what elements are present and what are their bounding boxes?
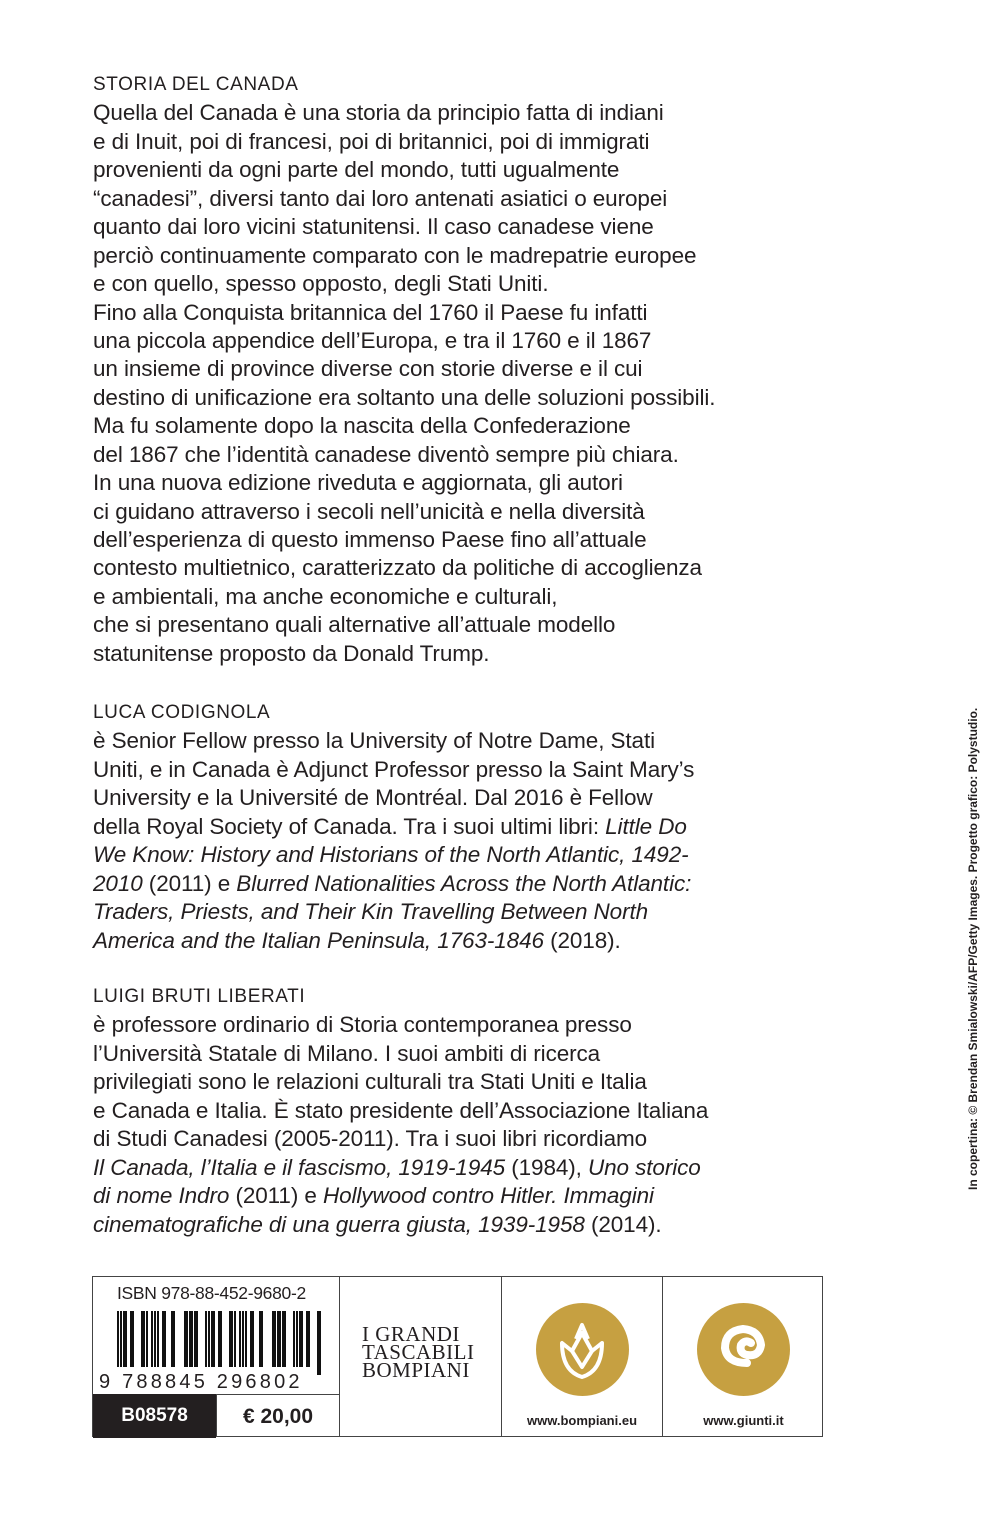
italic-title: cinematografiche di una guerra giusta, 1939-1958: [93, 1211, 585, 1237]
text-line: [93, 611, 853, 639]
section-luigi-bruti-liberati: [93, 983, 853, 1239]
text-line: [93, 756, 853, 784]
text-line: [93, 1011, 853, 1039]
text-line: [93, 469, 853, 497]
giunti-panel: [662, 1277, 824, 1436]
series-line: I GRANDI: [362, 1322, 460, 1346]
cover-credit: In copertina: © Brendan Smialowski/AFP/Getty Images. Progetto grafico: Polystudio.: [966, 707, 980, 1190]
italic-title: Little Do: [605, 813, 687, 839]
text-line: [93, 784, 853, 812]
text-line: [93, 99, 853, 127]
section-heading: LUIGI BRUTI LIBERATI: [93, 986, 306, 1007]
bompiani-panel: [501, 1277, 662, 1436]
text-line: [93, 583, 853, 611]
section-heading: LUCA CODIGNOLA: [93, 702, 271, 723]
text-segment: è Senior Fellow presso la University of Notre Dame, Stati: [93, 728, 656, 754]
text-segment: (2011) e: [229, 1183, 323, 1209]
barcode-icon: [111, 1311, 323, 1375]
italic-title: Traders, Priests, and Their Kin Travelling Between North: [93, 899, 649, 925]
barcode-bar: [171, 1311, 175, 1367]
barcode-bar: [162, 1311, 166, 1367]
barcode-bar: [245, 1311, 247, 1367]
text-segment: quanto dai loro vicini statunitensi. Il caso canadese viene: [93, 214, 654, 240]
series-line: TASCABILI: [362, 1340, 475, 1364]
italic-title: Il Canada, l’Italia e il fascismo, 1919-1945: [93, 1154, 506, 1180]
barcode-bar: [259, 1311, 263, 1367]
text-line: [93, 1182, 853, 1210]
imprint-box: [92, 1276, 823, 1437]
italic-title: America and the Italian Peninsula, 1763-1846: [93, 927, 544, 953]
text-line: [93, 813, 853, 841]
barcode-bar: [211, 1311, 215, 1367]
text-segment: e ambientali, ma anche economiche e culturali,: [93, 583, 558, 609]
barcode-bar: [317, 1311, 321, 1375]
text-line: [93, 384, 853, 412]
barcode-bar: [282, 1311, 286, 1367]
text-segment: dell’esperienza di questo immenso Paese fino all’attuale: [93, 527, 647, 552]
text-segment: University e la Université de Montréal. Dal 2016 è Fellow: [93, 785, 653, 811]
barcode-bar: [299, 1311, 303, 1367]
series-panel: [339, 1277, 501, 1436]
text-segment: (1984),: [505, 1154, 588, 1180]
section-heading: STORIA DEL CANADA: [93, 74, 299, 95]
barcode-bar: [117, 1311, 119, 1367]
text-segment: ci guidano attraverso i secoli nell’unicità e nella diversità: [93, 498, 645, 524]
italic-title: di nome Indro: [93, 1183, 230, 1209]
text-segment: privilegiati sono le relazioni culturali tra Stati Uniti e Italia: [93, 1069, 647, 1095]
section-luca-codignola: [93, 699, 853, 955]
barcode-bar: [120, 1311, 122, 1367]
text-line: [93, 299, 853, 327]
text-line: [93, 526, 853, 554]
text-segment: Fino alla Conquista britannica del 1760 il Paese fu infatti: [93, 299, 648, 325]
text-segment: provenienti da ogni parte del mondo, tutti ugualmente: [93, 157, 620, 183]
bompiani-tulip-logo-icon: [536, 1303, 629, 1396]
barcode-bar: [293, 1311, 295, 1367]
text-segment: (2018).: [543, 927, 621, 953]
text-segment: perciò continuamente comparato con le madrepatrie europee: [93, 242, 697, 268]
barcode-bar: [205, 1311, 207, 1367]
barcode-panel: [93, 1277, 339, 1436]
barcode-bar: [296, 1311, 298, 1367]
text-line: [93, 870, 853, 898]
text-line: [93, 156, 853, 184]
barcode-number: 9 788845 296802: [99, 1371, 303, 1393]
italic-title: Blurred Nationalities Across the North Atlantic:: [236, 870, 692, 896]
section-storia-del-canada: [93, 71, 853, 668]
text-segment: della Royal Society of Canada. Tra i suoi ultimi libri:: [93, 813, 606, 839]
text-segment: è professore ordinario di Storia contemporanea presso: [93, 1012, 632, 1038]
barcode-bar: [151, 1311, 153, 1367]
text-segment: (2014).: [584, 1211, 662, 1237]
text-line: [93, 327, 853, 355]
barcode-bar: [306, 1311, 310, 1367]
text-line: [93, 1068, 853, 1096]
barcode-bar: [146, 1311, 148, 1367]
barcode-bar: [218, 1311, 222, 1367]
text-line: [93, 441, 853, 469]
text-segment: destino di unificazione era soltanto una delle soluzioni possibili.: [93, 384, 716, 410]
barcode-bar: [208, 1311, 210, 1367]
barcode-bar: [229, 1311, 233, 1367]
barcode-bar: [141, 1311, 145, 1367]
barcode-bar: [234, 1311, 236, 1367]
isbn-text: ISBN 978-88-452-9680-2: [117, 1283, 306, 1303]
text-segment: Ma fu solamente dopo la nascita della Confederazione: [93, 413, 631, 439]
text-segment: e Canada e Italia. È stato presidente dell’Associazione Italiana: [93, 1097, 709, 1123]
text-segment: “canadesi”, diversi tanto dai loro antenati asiatici o europei: [93, 185, 668, 211]
italic-title: 2010: [93, 870, 143, 896]
barcode-bar: [250, 1311, 254, 1367]
text-segment: del 1867 che l’identità canadese diventò sempre più chiara.: [93, 441, 679, 467]
barcode-bar: [242, 1311, 244, 1367]
text-segment: e con quello, spesso opposto, degli Stati Uniti.: [93, 271, 549, 297]
text-segment: una piccola appendice dell’Europa, e tra il 1760 e il 1867: [93, 327, 652, 353]
text-line: [93, 554, 853, 582]
text-line: [93, 841, 853, 869]
text-segment: l’Università Statale di Milano. I suoi ambiti di ricerca: [93, 1040, 601, 1066]
text-segment: Uniti, e in Canada è Adjunct Professor presso la Saint Mary’s: [93, 756, 695, 782]
barcode-bar: [154, 1311, 156, 1367]
barcode-bar: [130, 1311, 134, 1367]
barcode-bar: [277, 1311, 281, 1367]
barcode-bar: [189, 1311, 193, 1367]
text-line: [93, 185, 853, 213]
text-segment: In una nuova edizione riveduta e aggiornata, gli autori: [93, 470, 623, 496]
text-segment: Quella del Canada è una storia da principio fatta di indiani: [93, 100, 664, 126]
text-line: [93, 213, 853, 241]
text-line: [93, 898, 853, 926]
text-line: [93, 128, 853, 156]
product-code: B08578: [93, 1394, 216, 1438]
barcode-bar: [194, 1311, 198, 1367]
barcode-bar: [272, 1311, 276, 1367]
text-line: [93, 1154, 853, 1182]
series-logo: [362, 1322, 475, 1382]
text-line: [93, 270, 853, 298]
giunti-url: www.giunti.it: [703, 1413, 784, 1428]
text-line: [93, 1040, 853, 1068]
text-segment: contesto multietnico, caratterizzato da politiche di accoglienza: [93, 555, 702, 581]
text-segment: (2011) e: [142, 870, 237, 896]
italic-title: Hollywood contro Hitler. Immagini: [322, 1183, 654, 1209]
giunti-spiral-logo-icon: [697, 1303, 790, 1396]
text-line: [93, 1211, 853, 1239]
text-line: [93, 1097, 853, 1125]
text-line: [93, 927, 853, 955]
text-line: [93, 640, 853, 668]
text-line: [93, 412, 853, 440]
italic-title: We Know: History and Historians of the North Atlantic, 1492-: [93, 842, 689, 868]
barcode-bar: [239, 1311, 241, 1367]
text-segment: di Studi Canadesi (2005-2011). Tra i suoi libri ricordiamo: [93, 1126, 648, 1152]
text-line: [93, 727, 853, 755]
text-line: [93, 498, 853, 526]
text-line: [93, 1125, 853, 1153]
barcode-bar: [184, 1311, 188, 1367]
text-segment: un insieme di province diverse con storie diverse e il cui: [93, 356, 643, 382]
price: € 20,00: [216, 1394, 339, 1437]
text-segment: che si presentano quali alternative all’attuale modello: [93, 612, 616, 638]
text-segment: e di Inuit, poi di francesi, poi di britannici, poi di immigrati: [93, 128, 650, 154]
text-segment: statunitense proposto da Donald Trump.: [93, 640, 490, 666]
barcode-bar: [157, 1311, 159, 1367]
series-line: BOMPIANI: [362, 1358, 470, 1382]
bompiani-url: www.bompiani.eu: [526, 1413, 638, 1428]
barcode-bar: [123, 1311, 127, 1367]
text-line: [93, 242, 853, 270]
text-line: [93, 355, 853, 383]
italic-title: Uno storico: [588, 1154, 701, 1180]
